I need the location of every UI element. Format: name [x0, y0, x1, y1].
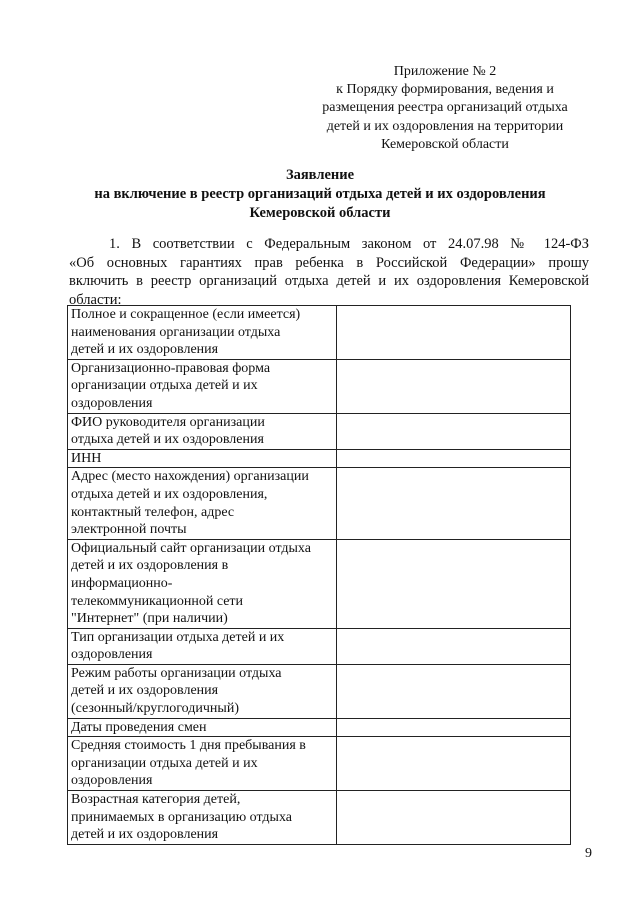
form-row-value-field[interactable]: [336, 306, 570, 360]
form-row-label-line: Адрес (место нахождения) организации: [71, 469, 309, 485]
form-row: [68, 449, 571, 468]
appendix-line: Кемеровской области: [381, 136, 509, 152]
form-row: [68, 791, 571, 845]
form-row: [68, 718, 571, 737]
form-row-label: [68, 539, 337, 628]
form-row-label-line: детей и их оздоровления в: [71, 558, 229, 574]
form-row: [68, 664, 571, 718]
form-row-label-line: телекоммуникационной сети: [71, 593, 244, 609]
form-row-label-line: Официальный сайт организации отдыха: [71, 540, 311, 556]
appendix-line: детей и их оздоровления на территории: [326, 118, 564, 134]
form-row-label-line: Режим работы организации отдыха: [71, 665, 282, 681]
appendix-line: размещения реестра организаций отдыха: [322, 100, 568, 116]
form-row: [68, 737, 571, 791]
form-row-label-line: электронной почты: [71, 522, 187, 538]
form-row-value-field[interactable]: [336, 791, 570, 845]
form-row-label: [68, 306, 337, 360]
appendix-line: к Порядку формирования, ведения и: [336, 82, 554, 98]
intro-line: области:: [69, 291, 122, 308]
form-row-value-field[interactable]: [336, 737, 570, 791]
form-row-label-line: Даты проведения смен: [71, 719, 207, 735]
form-row-label-line: "Интернет" (при наличии): [71, 611, 228, 627]
form-row-label: [68, 413, 337, 449]
title-line: Кемеровской области: [249, 205, 391, 221]
form-row-label-line: Полное и сокращенное (если имеется): [71, 307, 301, 322]
form-row-label-line: (сезонный/круглогодичный): [71, 701, 239, 717]
form-row-label-line: отдыха детей и их оздоровления: [71, 432, 264, 448]
form-row-label: [68, 449, 337, 468]
form-row-label-line: детей и их оздоровления: [71, 683, 219, 699]
form-row: [68, 539, 571, 628]
form-row-label-line: принимаемых в организацию отдыха: [71, 809, 292, 825]
title-line: Заявление: [285, 167, 355, 183]
form-row-label-line: Организационно-правовая форма: [71, 360, 271, 376]
page-number: 9: [585, 846, 592, 861]
intro-paragraph: [69, 235, 589, 309]
form-row: [68, 306, 571, 360]
form-row-label-line: контактный телефон, адрес: [71, 504, 235, 520]
appendix-line: Приложение № 2: [393, 64, 497, 79]
form-row-label-line: отдыха детей и их оздоровления,: [71, 486, 268, 502]
intro-line: «Об основных гарантиях прав ребенка в Российской Федерации» прошу: [69, 254, 589, 271]
form-row-label: [68, 791, 337, 845]
form-row-label-line: оздоровления: [71, 647, 153, 663]
form-row-label: [68, 468, 337, 539]
application-form-table: [67, 305, 571, 845]
intro-line: 1. В соответствии с Федеральным законом от 24.07.98 № 124-ФЗ: [109, 236, 589, 252]
form-row-label-line: оздоровления: [71, 773, 153, 789]
document-title: [40, 166, 600, 223]
form-row-label-line: организации отдыха детей и их: [71, 378, 258, 394]
form-row: [68, 359, 571, 413]
form-row: [68, 628, 571, 664]
form-row-value-field[interactable]: [336, 539, 570, 628]
form-row-value-field[interactable]: [336, 413, 570, 449]
form-row-value-field[interactable]: [336, 359, 570, 413]
form-row-label-line: Возрастная категория детей,: [71, 792, 241, 808]
form-row-value-field[interactable]: [336, 468, 570, 539]
form-row-value-field[interactable]: [336, 664, 570, 718]
form-row-value-field[interactable]: [336, 449, 570, 468]
title-line: на включение в реестр организаций отдыха детей и их оздоровления: [94, 186, 546, 202]
form-row-label-line: организации отдыха детей и их: [71, 755, 258, 771]
form-row: [68, 413, 571, 449]
form-row-label: [68, 664, 337, 718]
form-table-body: [68, 306, 571, 845]
form-row-value-field[interactable]: [336, 628, 570, 664]
form-row-label-line: ФИО руководителя организации: [71, 414, 265, 430]
form-row-value-field[interactable]: [336, 718, 570, 737]
form-row-label: [68, 359, 337, 413]
form-row-label: [68, 737, 337, 791]
form-row-label-line: оздоровления: [71, 395, 153, 411]
form-row-label-line: наименования организации отдыха: [71, 324, 281, 340]
form-row-label-line: детей и их оздоровления: [71, 342, 219, 358]
form-row-label-line: Тип организации отдыха детей и их: [71, 629, 285, 645]
form-row-label-line: ИНН: [71, 450, 102, 466]
form-row-label: [68, 628, 337, 664]
form-row: [68, 468, 571, 539]
form-row-label-line: Средняя стоимость 1 дня пребывания в: [71, 738, 306, 754]
intro-line: включить в реестр организаций отдыха детей и их оздоровления Кемеровской: [69, 273, 589, 289]
appendix-header: [300, 63, 590, 154]
form-row-label: [68, 718, 337, 737]
form-row-label-line: информационно-: [71, 575, 173, 591]
form-row-label-line: детей и их оздоровления: [71, 827, 219, 843]
